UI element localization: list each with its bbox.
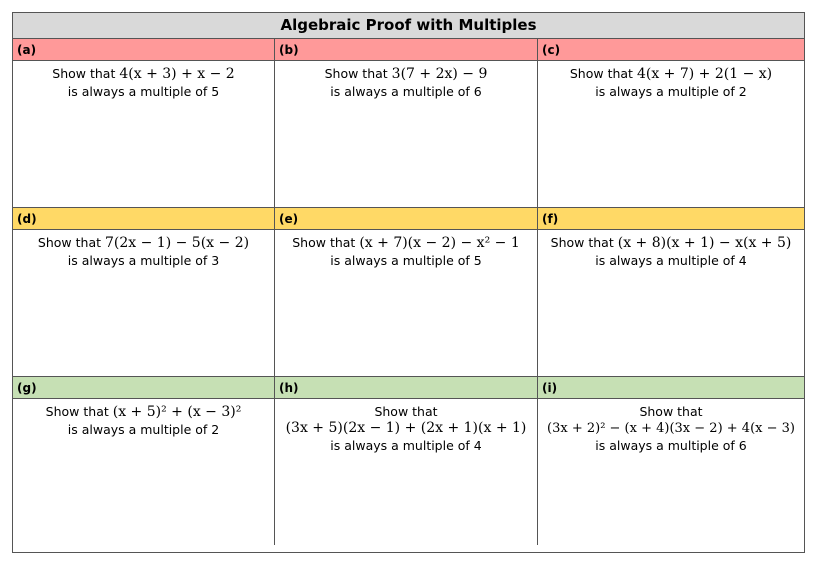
question-text: [538, 399, 804, 454]
question-tail: is always a multiple of 2: [67, 422, 220, 437]
question-cell-f: [538, 208, 804, 376]
row-1: [13, 39, 804, 207]
worksheet-title: Algebraic Proof with Multiples: [13, 13, 804, 39]
question-lead: Show that: [550, 235, 614, 250]
question-tail: is always a multiple of 6: [330, 84, 482, 99]
question-expression: (x + 5)² + (x − 3)²: [112, 404, 242, 420]
question-text: [538, 230, 804, 269]
question-text: [275, 230, 537, 269]
question-lead: Show that: [292, 235, 356, 250]
question-expression: (x + 7)(x − 2) − x² − 1: [359, 235, 520, 251]
question-lead: Show that: [374, 404, 438, 419]
question-text: [13, 399, 274, 438]
question-expression: (3x + 5)(2x − 1) + (2x + 1)(x + 1): [285, 420, 527, 436]
question-lead: Show that: [37, 235, 102, 250]
question-lead: Show that: [639, 404, 703, 419]
worksheet: [12, 12, 805, 553]
question-label: (g): [13, 377, 274, 399]
question-lead: Show that: [52, 66, 116, 81]
question-lead: Show that: [324, 66, 388, 81]
question-tail: is always a multiple of 4: [330, 438, 482, 453]
question-cell-g: [13, 377, 275, 545]
question-label: (f): [538, 208, 804, 230]
question-cell-d: [13, 208, 275, 376]
question-cell-e: [275, 208, 538, 376]
question-cell-h: [275, 377, 538, 545]
question-text: [275, 61, 537, 100]
question-expression: (3x + 2)² − (x + 4)(3x − 2) + 4(x − 3): [547, 421, 795, 436]
question-label: (e): [275, 208, 537, 230]
question-text: [275, 399, 537, 454]
question-tail: is always a multiple of 5: [330, 253, 482, 268]
question-tail: is always a multiple of 2: [595, 84, 747, 99]
question-cell-c: [538, 39, 804, 207]
question-label: (h): [275, 377, 537, 399]
question-cell-b: [275, 39, 538, 207]
row-2: [13, 207, 804, 376]
question-cell-i: [538, 377, 804, 545]
question-tail: is always a multiple of 6: [595, 438, 747, 453]
question-lead: Show that: [569, 66, 633, 81]
question-expression: 7(2x − 1) − 5(x − 2): [105, 235, 250, 251]
question-text: [538, 61, 804, 100]
question-tail: is always a multiple of 5: [67, 84, 220, 99]
row-3: [13, 376, 804, 545]
question-expression: 4(x + 3) + x − 2: [119, 66, 235, 82]
question-expression: 4(x + 7) + 2(1 − x): [636, 66, 773, 82]
question-tail: is always a multiple of 3: [67, 253, 220, 268]
question-text: [13, 230, 274, 269]
question-label: (a): [13, 39, 274, 61]
question-expression: (x + 8)(x + 1) − x(x + 5): [617, 235, 792, 251]
question-label: (d): [13, 208, 274, 230]
question-tail: is always a multiple of 4: [595, 253, 747, 268]
question-label: (c): [538, 39, 804, 61]
question-label: (b): [275, 39, 537, 61]
question-label: (i): [538, 377, 804, 399]
question-expression: 3(7 + 2x) − 9: [391, 66, 488, 82]
question-lead: Show that: [45, 404, 109, 419]
question-text: [13, 61, 274, 100]
question-cell-a: [13, 39, 275, 207]
